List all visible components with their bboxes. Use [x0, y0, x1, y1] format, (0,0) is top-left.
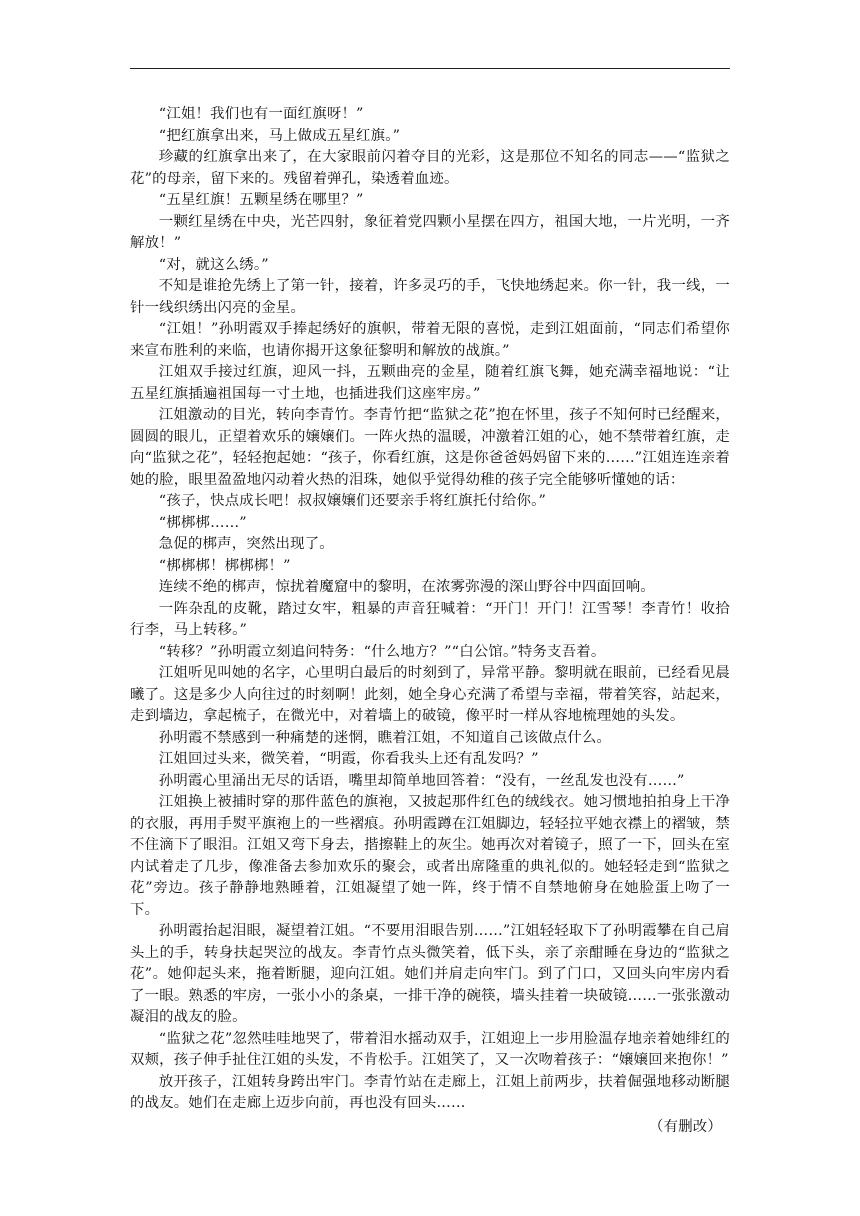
source-note: （有删改）: [649, 1118, 722, 1135]
paragraph: 珍藏的红旗拿出来了，在大家眼前闪着夺目的光彩，这是那位不知名的同志——“监狱之花”的母亲，留下来的。残留着弹孔，染透着血迹。: [130, 149, 730, 187]
paragraph: “孩子，快点成长吧！叔叔嬢嬢们还要亲手将红旗托付给你。”: [158, 493, 547, 509]
paragraph: “五星红旗！五颗星绣在哪里？”: [158, 192, 364, 208]
paragraph: 孙明霞抬起泪眼，凝望着江姐。“不要用泪眼告别……”江姐轻轻取下了孙明霞攀在自己肩头上的手，转身扶起哭泣的战友。李青竹点头微笑着，低下头，亲了亲酣睡在身边的“监狱之花”。她仰起头来，拖着断腿，迎向江姐。她们并肩走向牢门。到了门口，又回头向牢房内看了一眼。熟悉的牢房，一张小小的条桌，一排干净的碗筷，墙头挂着一块破镜……一张张激动凝泪的战友的脸。: [130, 923, 730, 1025]
paragraph: “江姐！我们也有一面红旗呀！”: [158, 106, 364, 122]
paragraph: 放开孩子，江姐转身跨出牢门。李青竹站在走廊上，江姐上前两步，扶着倔强地移动断腿的战友。她们在走廊上迈步向前，再也没有回头……: [130, 1073, 730, 1111]
paragraph: 连续不绝的梆声，惊扰着魔窟中的黎明，在浓雾弥漫的深山野谷中四面回响。: [158, 579, 655, 595]
paragraph: “江姐！”孙明霞双手捧起绣好的旗帜，带着无限的喜悦，走到江姐面前，“同志们希望你来宣布胜利的来临，也请你揭开这象征黎明和解放的战旗。”: [130, 321, 730, 359]
paragraph: 江姐听见叫她的名字，心里明白最后的时刻到了，异常平静。黎明就在眼前，已经看见晨曦了。这是多少人向往过的时刻啊！此刻，她全身心充满了希望与幸福，带着笑容，站起来，走到墙边，拿起梳子，在微光中，对着墙上的破镜，像平时一样从容地梳理她的头发。: [130, 665, 730, 724]
article-body: [130, 104, 730, 1138]
paragraph: 一阵杂乱的皮靴，踏过女牢，粗暴的声音狂喊着：“开门！开门！江雪琴！李青竹！收拾行李，马上转移。”: [130, 600, 730, 638]
paragraph: 孙明霞心里涌出无尽的话语，嘴里却简单地回答着：“没有，一丝乱发也没有……”: [158, 772, 685, 789]
paragraph: 江姐双手接过红旗，迎风一抖，五颗曲亮的金星，随着红旗飞舞，她充满幸福地说：“让五星红旗插遍祖国每一寸土地，也插进我们这座牢房。”: [130, 364, 730, 402]
paragraph: 江姐回过头来，微笑着，“明霞，你看我头上还有乱发吗？”: [158, 751, 539, 767]
paragraph: 江姐激动的目光，转向李青竹。李青竹把“监狱之花”抱在怀里，孩子不知何时已经醒来，圆圆的眼儿，正望着欢乐的嬢嬢们。一阵火热的温暖，冲激着江姐的心，她不禁带着红旗，走向“监狱之花”，轻轻抱起她：“孩子，你看红旗，这是你爸爸妈妈留下来的……”江姐连连亲着她的脸，眼里盈盈地闪动着火热的泪珠，她似乎觉得幼稚的孩子完全能够听懂她的话：: [130, 407, 730, 488]
paragraph: 不知是谁抢先绣上了第一针，接着，许多灵巧的手，飞快地绣起来。你一针，我一线，一针一线织绣出闪亮的金星。: [130, 278, 730, 316]
paragraph: “把红旗拿出来，马上做成五星红旗。”: [158, 127, 401, 144]
paragraph: “监狱之花”忽然哇哇地哭了，带着泪水摇动双手，江姐迎上一步用脸温存地亲着她绯红的双颊，孩子伸手扯住江姐的头发，不肯松手。江姐笑了，又一次吻着孩子：“嬢嬢回来抱你！”: [130, 1030, 730, 1068]
paragraph: “梆梆梆！梆梆梆！”: [158, 557, 291, 574]
paragraph: “对，就这么绣。”: [158, 256, 269, 273]
header-rule: [130, 68, 730, 69]
paragraph: 江姐换上被捕时穿的那件蓝色的旗袍，又披起那件红色的绒线衣。她习惯地拍拍身上干净的衣服，再用手熨平旗袍上的一些褶痕。孙明霞蹲在江姐脚边，轻轻拉平她衣襟上的褶皱，禁不住滴下了眼泪。江姐又弯下身去，揩擦鞋上的灰尘。她再次对着镜子，照了一下，回头在室内试着走了几步，像准备去参加欢乐的聚会，或者出席隆重的典礼似的。她轻轻走到“监狱之花”旁边。孩子静静地熟睡着，江姐凝望了她一阵，终于情不自禁地俯身在她脸蛋上吻了一下。: [130, 794, 730, 918]
paragraph: “转移？”孙明霞立刻追问特务：“什么地方？”“白公馆。”特务支吾着。: [158, 643, 606, 660]
paragraph: 一颗红星绣在中央，光芒四射，象征着党四颗小星摆在四方，祖国大地，一片光明，一齐解放！”: [130, 213, 730, 251]
paragraph: “梆梆梆……”: [158, 514, 247, 531]
paragraph: 孙明霞不禁感到一种痛楚的迷惘，瞧着江姐，不知道自己该做点什么。: [158, 729, 612, 746]
paragraph: 急促的梆声，突然出现了。: [158, 536, 334, 552]
